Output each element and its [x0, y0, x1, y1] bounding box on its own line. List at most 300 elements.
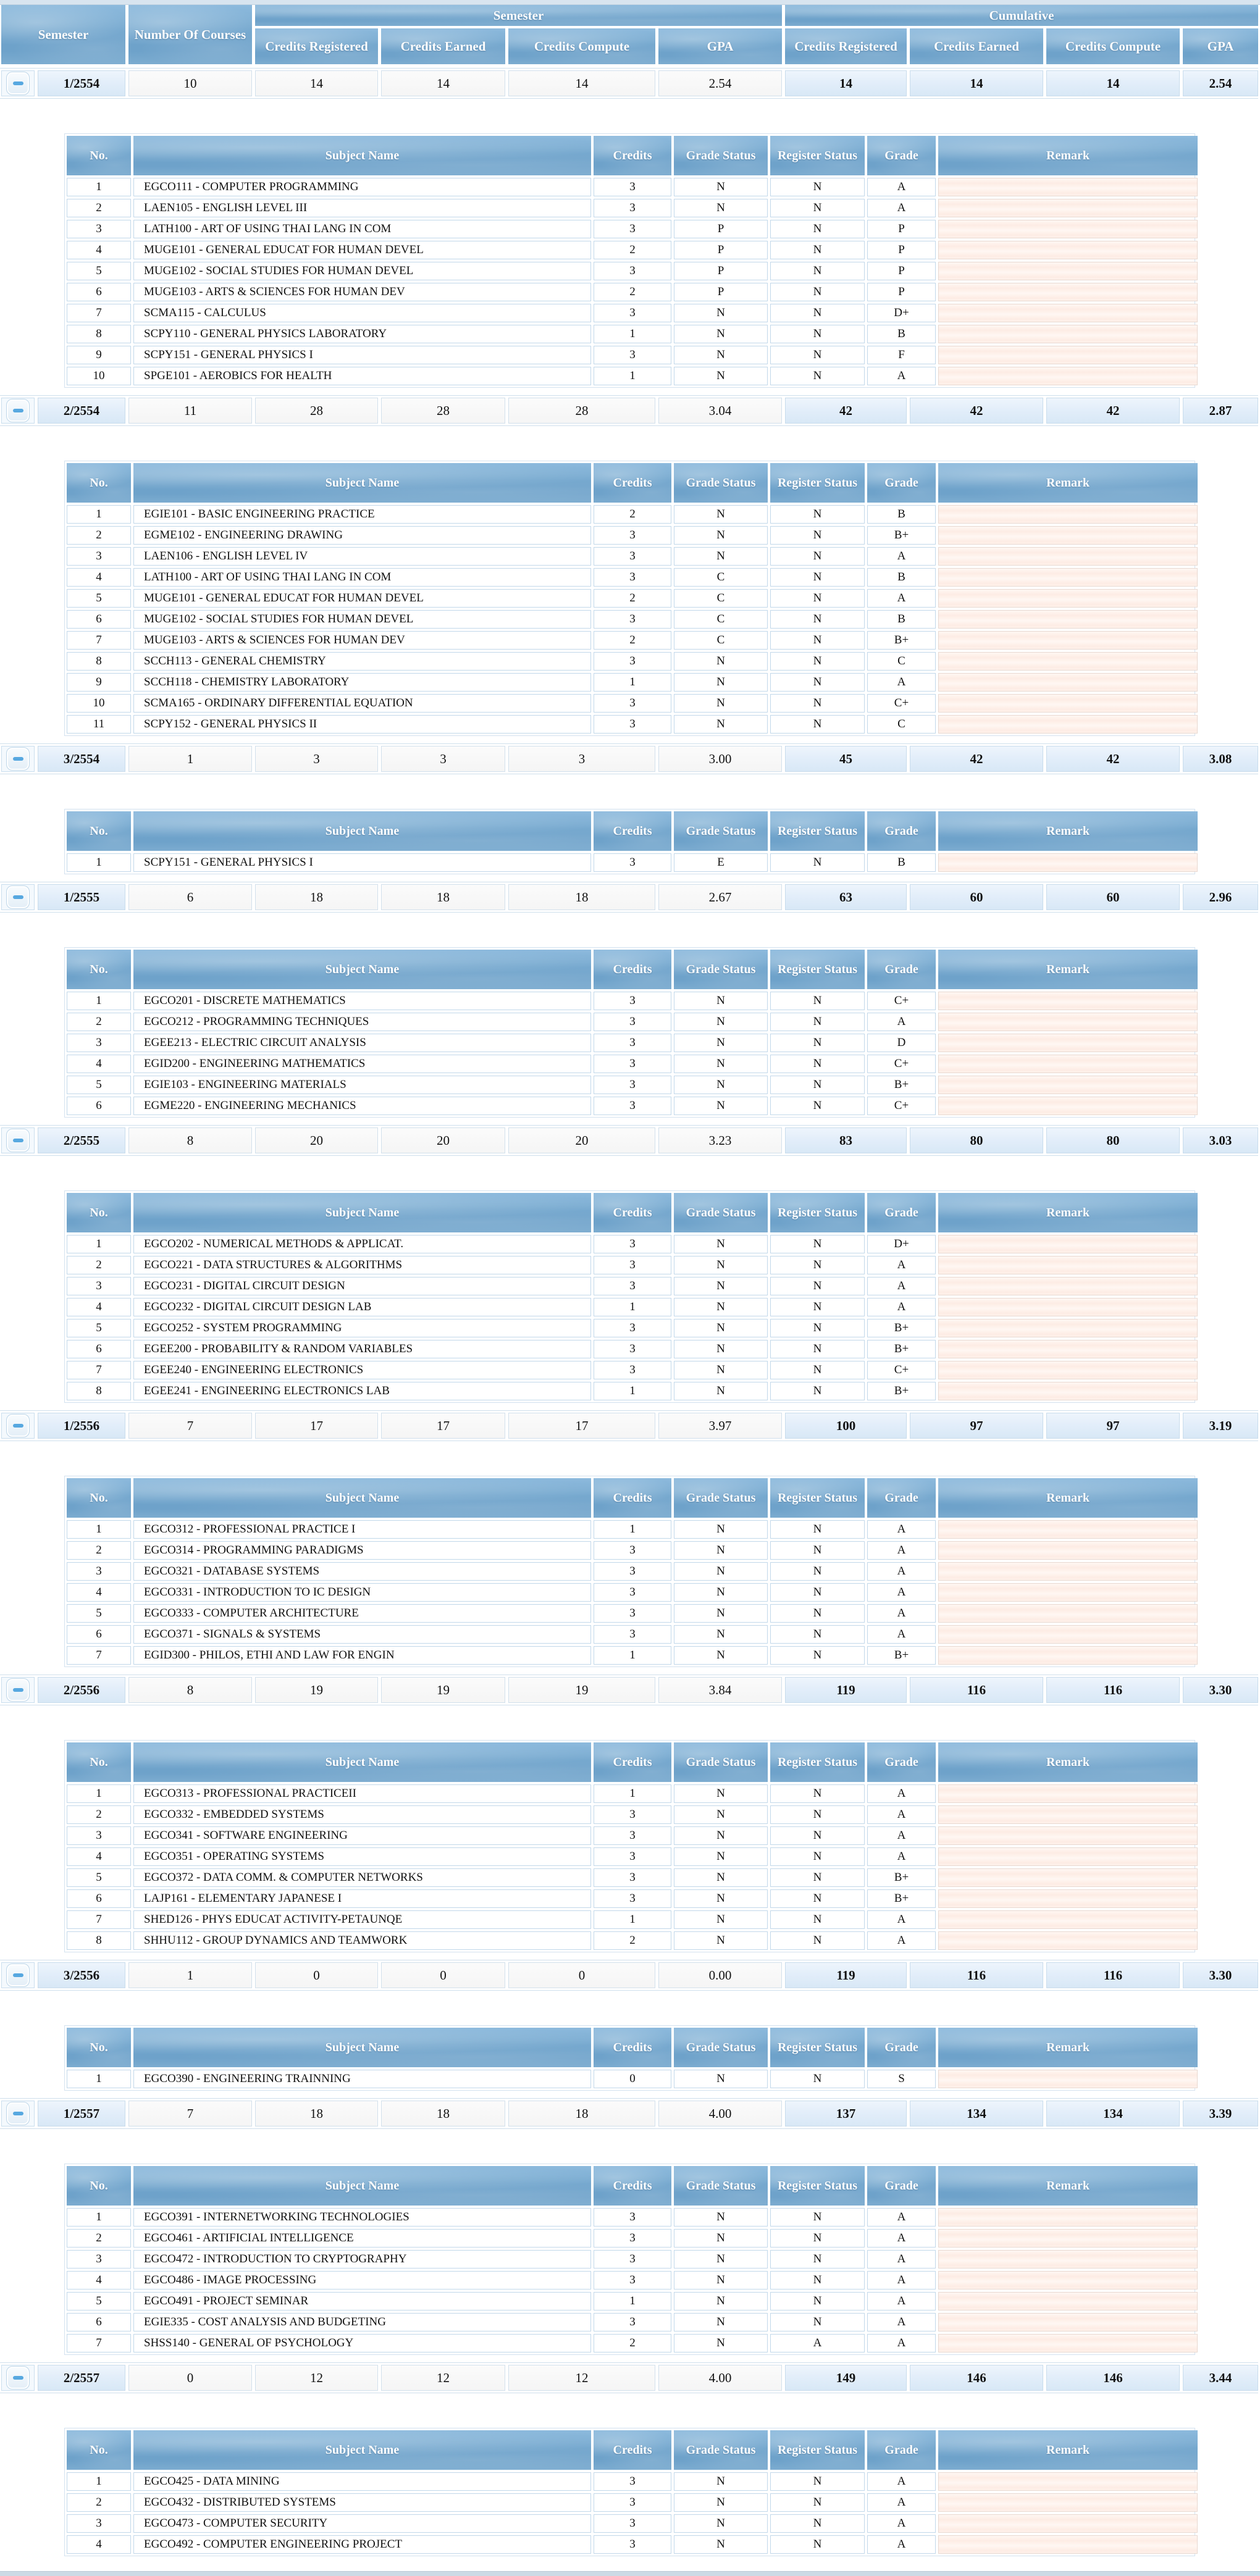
subject-credits: 3 [594, 1847, 671, 1866]
subject-name: EGCO231 - DIGITAL CIRCUIT DESIGN [133, 1277, 591, 1295]
subject-grade-status: N [674, 2208, 768, 2227]
number-of-courses-value: 8 [128, 1677, 252, 1703]
subject-credits: 0 [594, 2070, 671, 2088]
subject-register-status: N [770, 2070, 865, 2088]
subjects-table [64, 2025, 1195, 2091]
subject-name: EGCO221 - DATA STRUCTURES & ALGORITHMS [133, 1256, 591, 1274]
subject-grade-status: N [674, 325, 768, 343]
col-header-credits: Credits [594, 136, 671, 175]
subject-grade-status: N [674, 1034, 768, 1052]
subject-grade: B+ [867, 1646, 936, 1665]
subject-no: 3 [67, 220, 131, 238]
subject-remark [938, 2208, 1198, 2227]
cum-credits-earned-value: 14 [910, 70, 1043, 96]
number-of-courses-value: 7 [128, 2101, 252, 2126]
subject-grade: A [867, 1931, 936, 1950]
subject-name: SHSS140 - GENERAL OF PSYCHOLOGY [133, 2334, 591, 2352]
subject-remark [938, 1910, 1198, 1929]
subject-grade: B+ [867, 631, 936, 650]
subject-register-status: N [770, 2271, 865, 2290]
subject-grade-status: N [674, 2334, 768, 2352]
col-header-subject-name: Subject Name [133, 1193, 591, 1232]
subject-name: EGIE101 - BASIC ENGINEERING PRACTICE [133, 505, 591, 524]
subject-remark [938, 2472, 1198, 2491]
collapse-semester-button[interactable] [6, 1678, 30, 1702]
subject-remark [938, 1520, 1198, 1539]
semester-block [0, 743, 1260, 874]
sem-credits-registered-value: 12 [255, 2365, 378, 2391]
subject-register-status: N [770, 1520, 865, 1539]
subject-no: 5 [67, 1076, 131, 1094]
cum-credits-compute-value: 116 [1046, 1677, 1180, 1703]
subject-credits: 3 [594, 2535, 671, 2554]
col-header-register-status: Register Status [770, 463, 865, 503]
subject-remark [938, 568, 1198, 587]
subject-register-status: A [770, 2334, 865, 2352]
sem-credits-earned-value: 14 [381, 70, 505, 96]
subject-credits: 3 [594, 547, 671, 566]
subject-grade: A [867, 1256, 936, 1274]
semester-summary-row [0, 1125, 1258, 1156]
col-header-register-status: Register Status [770, 1742, 865, 1782]
sem-gpa-value: 4.00 [658, 2365, 782, 2391]
subject-register-status: N [770, 2535, 865, 2554]
subject-register-status: N [770, 2514, 865, 2533]
subject-grade-status: N [674, 1604, 768, 1623]
subject-register-status: N [770, 992, 865, 1010]
subject-grade: A [867, 1604, 936, 1623]
semester-value: 1/2554 [38, 70, 125, 96]
subject-no: 4 [67, 1298, 131, 1316]
subject-grade: A [867, 1541, 936, 1560]
subject-grade: C+ [867, 992, 936, 1010]
subject-register-status: N [770, 568, 865, 587]
collapse-semester-button[interactable] [6, 72, 30, 95]
subject-credits: 2 [594, 631, 671, 650]
subject-no: 4 [67, 1583, 131, 1602]
subject-name: LATH100 - ART OF USING THAI LANG IN COM [133, 220, 591, 238]
semester-block [0, 2098, 1260, 2355]
subject-no: 11 [67, 715, 131, 734]
col-header-grade-status: Grade Status [674, 1193, 768, 1232]
subject-name: EGIE103 - ENGINEERING MATERIALS [133, 1076, 591, 1094]
subject-grade-status: N [674, 2493, 768, 2512]
subject-grade: B+ [867, 1319, 936, 1337]
subject-name: EGEE200 - PROBABILITY & RANDOM VARIABLES [133, 1340, 591, 1358]
subject-grade-status: C [674, 568, 768, 587]
collapse-cell [1, 2101, 35, 2126]
subject-no: 2 [67, 1013, 131, 1031]
subject-grade: A [867, 1625, 936, 1644]
col-header-remark: Remark [938, 1193, 1198, 1232]
subject-grade: D+ [867, 304, 936, 322]
semester-value: 2/2555 [38, 1127, 125, 1153]
cum-credits-earned-value: 60 [910, 884, 1043, 910]
subject-grade: B+ [867, 1076, 936, 1094]
subject-remark [938, 2070, 1198, 2088]
col-header-remark: Remark [938, 463, 1198, 503]
subject-register-status: N [770, 1562, 865, 1581]
sem-credits-compute-value: 14 [508, 70, 655, 96]
cum-credits-earned-value: 80 [910, 1127, 1043, 1153]
subject-grade-status: N [674, 1277, 768, 1295]
collapse-semester-button[interactable] [6, 1963, 30, 1987]
subject-no: 3 [67, 547, 131, 566]
subject-remark [938, 2514, 1198, 2533]
subject-credits: 3 [594, 715, 671, 734]
col-header-grade-status: Grade Status [674, 2430, 768, 2470]
subject-register-status: N [770, 1076, 865, 1094]
minus-icon [13, 2376, 23, 2380]
subject-remark [938, 1583, 1198, 1602]
subject-grade-status: N [674, 1583, 768, 1602]
subject-no: 4 [67, 2271, 131, 2290]
subject-register-status: N [770, 1826, 865, 1845]
col-header-grade-status: Grade Status [674, 1478, 768, 1518]
subject-credits: 3 [594, 2271, 671, 2290]
subject-no: 2 [67, 199, 131, 217]
collapse-semester-button[interactable] [6, 399, 30, 422]
cum-gpa-value: 3.30 [1183, 1962, 1258, 1988]
cum-credits-compute-value: 14 [1046, 70, 1180, 96]
col-header-no: No. [67, 1193, 131, 1232]
subject-no: 2 [67, 1541, 131, 1560]
subject-grade-status: N [674, 2514, 768, 2533]
subject-no: 4 [67, 568, 131, 587]
header-number-of-courses: Number Of Courses [128, 5, 252, 64]
minus-icon [13, 757, 23, 761]
subject-name: EGCO461 - ARTIFICIAL INTELLIGENCE [133, 2229, 591, 2248]
subject-remark [938, 694, 1198, 713]
collapse-semester-button[interactable] [6, 885, 30, 909]
subject-name: EGCO351 - OPERATING SYSTEMS [133, 1847, 591, 1866]
subject-grade-status: C [674, 610, 768, 629]
cum-credits-compute-value: 116 [1046, 1962, 1180, 1988]
col-header-credits: Credits [594, 2028, 671, 2067]
col-header-grade-status: Grade Status [674, 2166, 768, 2206]
cum-gpa-value: 2.87 [1183, 398, 1258, 424]
cum-credits-compute-value: 97 [1046, 1413, 1180, 1439]
subject-grade-status: N [674, 2292, 768, 2310]
subject-grade: B+ [867, 1340, 936, 1358]
subject-name: SCCH113 - GENERAL CHEMISTRY [133, 652, 591, 671]
cum-credits-earned-value: 42 [910, 746, 1043, 772]
number-of-courses-value: 11 [128, 398, 252, 424]
cum-gpa-value: 2.54 [1183, 70, 1258, 96]
subject-credits: 3 [594, 2208, 671, 2227]
sem-credits-earned-value: 28 [381, 398, 505, 424]
subject-register-status: N [770, 1298, 865, 1316]
subject-register-status: N [770, 241, 865, 259]
sem-gpa-value: 3.04 [658, 398, 782, 424]
subject-credits: 3 [594, 199, 671, 217]
col-header-credits: Credits [594, 1193, 671, 1232]
subject-name: SPGE101 - AEROBICS FOR HEALTH [133, 367, 591, 385]
subject-grade-status: N [674, 547, 768, 566]
col-header-credits: Credits [594, 2166, 671, 2206]
subject-credits: 3 [594, 992, 671, 1010]
subject-register-status: N [770, 547, 865, 566]
subject-remark [938, 1034, 1198, 1052]
subject-credits: 1 [594, 1298, 671, 1316]
subject-no: 2 [67, 1805, 131, 1824]
subject-grade-status: N [674, 1256, 768, 1274]
cum-credits-compute-value: 146 [1046, 2365, 1180, 2391]
subject-grade: A [867, 2250, 936, 2269]
subject-grade-status: N [674, 1784, 768, 1803]
collapse-cell [1, 884, 35, 910]
subject-register-status: N [770, 1805, 865, 1824]
col-header-subject-name: Subject Name [133, 811, 591, 851]
subject-no: 4 [67, 241, 131, 259]
collapse-semester-button[interactable] [6, 2366, 30, 2390]
sem-credits-compute-value: 0 [508, 1962, 655, 1988]
subject-grade-status: N [674, 694, 768, 713]
subjects-table [64, 1740, 1195, 1952]
subject-remark [938, 1298, 1198, 1316]
cum-gpa-value: 3.19 [1183, 1413, 1258, 1439]
cum-credits-earned-value: 146 [910, 2365, 1043, 2391]
subject-name: EGCO232 - DIGITAL CIRCUIT DESIGN LAB [133, 1298, 591, 1316]
subject-credits: 1 [594, 673, 671, 692]
subject-credits: 3 [594, 568, 671, 587]
subject-remark [938, 1625, 1198, 1644]
col-header-remark: Remark [938, 2166, 1198, 2206]
subject-grade-status: C [674, 589, 768, 608]
subject-name: SCPY151 - GENERAL PHYSICS I [133, 346, 591, 364]
subject-grade-status: P [674, 262, 768, 280]
semester-block [0, 395, 1260, 736]
subject-grade: A [867, 1847, 936, 1866]
collapse-cell [1, 70, 35, 96]
subject-grade-status: N [674, 1013, 768, 1031]
subject-remark [938, 547, 1198, 566]
cum-credits-registered-value: 100 [785, 1413, 907, 1439]
subject-name: LAEN106 - ENGLISH LEVEL IV [133, 547, 591, 566]
subject-name: EGCO332 - EMBEDDED SYSTEMS [133, 1805, 591, 1824]
subject-register-status: N [770, 1361, 865, 1379]
subject-remark [938, 1931, 1198, 1950]
header-sem-credits-compute: Credits Compute [508, 28, 655, 64]
sem-credits-registered-value: 14 [255, 70, 378, 96]
top-scroll-track [0, 0, 1260, 5]
subject-register-status: N [770, 1931, 865, 1950]
subject-name: MUGE102 - SOCIAL STUDIES FOR HUMAN DEVEL [133, 610, 591, 629]
cum-credits-registered-value: 83 [785, 1127, 907, 1153]
subject-credits: 2 [594, 1931, 671, 1950]
subjects-table [64, 809, 1195, 874]
col-header-grade: Grade [867, 2430, 936, 2470]
subject-remark [938, 1055, 1198, 1073]
subject-grade-status: N [674, 2229, 768, 2248]
subject-register-status: N [770, 505, 865, 524]
collapse-cell [1, 1962, 35, 1988]
col-header-remark: Remark [938, 2430, 1198, 2470]
subject-name: SCMA115 - CALCULUS [133, 304, 591, 322]
subject-grade: A [867, 2493, 936, 2512]
subject-credits: 1 [594, 1646, 671, 1665]
subject-no: 6 [67, 610, 131, 629]
sem-credits-registered-value: 18 [255, 884, 378, 910]
cum-credits-compute-value: 42 [1046, 746, 1180, 772]
sem-credits-registered-value: 17 [255, 1413, 378, 1439]
semester-summary-row [0, 2098, 1258, 2129]
subject-grade: F [867, 346, 936, 364]
subject-grade: A [867, 1277, 936, 1295]
collapse-semester-button[interactable] [6, 1414, 30, 1437]
subject-grade: A [867, 1826, 936, 1845]
subject-remark [938, 1256, 1198, 1274]
subject-grade: A [867, 2271, 936, 2290]
subject-remark [938, 610, 1198, 629]
subject-grade-status: N [674, 1097, 768, 1115]
subject-name: EGID300 - PHILOS, ETHI AND LAW FOR ENGIN [133, 1646, 591, 1665]
subject-no: 7 [67, 1910, 131, 1929]
sem-credits-compute-value: 19 [508, 1677, 655, 1703]
subject-remark [938, 2313, 1198, 2331]
sem-gpa-value: 3.00 [658, 746, 782, 772]
subject-remark [938, 526, 1198, 545]
subject-grade-status: C [674, 631, 768, 650]
col-header-no: No. [67, 2028, 131, 2067]
semester-block [0, 68, 1260, 388]
subject-no: 1 [67, 2472, 131, 2491]
subject-no: 9 [67, 673, 131, 692]
subject-name: EGCO212 - PROGRAMMING TECHNIQUES [133, 1013, 591, 1031]
subject-name: SCPY110 - GENERAL PHYSICS LABORATORY [133, 325, 591, 343]
subject-no: 3 [67, 1562, 131, 1581]
subject-credits: 3 [594, 1256, 671, 1274]
subject-grade: A [867, 589, 936, 608]
semester-value: 2/2556 [38, 1677, 125, 1703]
semester-summary-row [0, 1960, 1258, 1991]
cum-credits-compute-value: 42 [1046, 398, 1180, 424]
cum-credits-registered-value: 63 [785, 884, 907, 910]
subject-grade-status: N [674, 1931, 768, 1950]
col-header-remark: Remark [938, 1742, 1198, 1782]
col-header-subject-name: Subject Name [133, 136, 591, 175]
sem-credits-earned-value: 18 [381, 884, 505, 910]
subject-remark [938, 1784, 1198, 1803]
semester-block [0, 1125, 1260, 1403]
subject-credits: 3 [594, 1805, 671, 1824]
subject-name: EGCO473 - COMPUTER SECURITY [133, 2514, 591, 2533]
subject-grade: S [867, 2070, 936, 2088]
horizontal-scrollbar[interactable] [0, 2571, 1260, 2576]
col-header-grade: Grade [867, 950, 936, 989]
subject-name: LAEN105 - ENGLISH LEVEL III [133, 199, 591, 217]
subject-name: SCPY152 - GENERAL PHYSICS II [133, 715, 591, 734]
subject-register-status: N [770, 1868, 865, 1887]
subject-grade-status: N [674, 2250, 768, 2269]
subject-no: 2 [67, 526, 131, 545]
subject-grade: A [867, 1013, 936, 1031]
semester-block [0, 1675, 1260, 1952]
collapse-cell [1, 1127, 35, 1153]
subject-grade-status: N [674, 992, 768, 1010]
subject-register-status: N [770, 1055, 865, 1073]
subject-grade-status: N [674, 715, 768, 734]
collapse-semester-button[interactable] [6, 1129, 30, 1152]
subject-register-status: N [770, 1889, 865, 1908]
subject-grade: P [867, 283, 936, 301]
subject-register-status: N [770, 199, 865, 217]
subject-remark [938, 1889, 1198, 1908]
subjects-table [64, 2164, 1195, 2355]
subject-register-status: N [770, 1910, 865, 1929]
subject-remark [938, 1562, 1198, 1581]
subject-no: 3 [67, 2514, 131, 2533]
subject-credits: 3 [594, 2313, 671, 2331]
subject-grade-status: N [674, 2472, 768, 2491]
subject-grade: P [867, 220, 936, 238]
subject-remark [938, 178, 1198, 196]
sem-credits-compute-value: 3 [508, 746, 655, 772]
subject-no: 1 [67, 1520, 131, 1539]
subject-no: 6 [67, 1340, 131, 1358]
subject-register-status: N [770, 283, 865, 301]
semester-summary-row [0, 395, 1258, 426]
subject-register-status: N [770, 367, 865, 385]
collapse-semester-button[interactable] [6, 2102, 30, 2125]
subject-grade: B+ [867, 1868, 936, 1887]
sem-gpa-value: 0.00 [658, 1962, 782, 1988]
cum-gpa-value: 2.96 [1183, 884, 1258, 910]
subject-grade: A [867, 1562, 936, 1581]
subject-name: MUGE103 - ARTS & SCIENCES FOR HUMAN DEV [133, 631, 591, 650]
subject-grade-status: N [674, 178, 768, 196]
subject-remark [938, 2250, 1198, 2269]
cum-credits-earned-value: 134 [910, 2101, 1043, 2126]
subject-credits: 3 [594, 1319, 671, 1337]
subject-name: EGCO425 - DATA MINING [133, 2472, 591, 2491]
subject-remark [938, 589, 1198, 608]
subject-grade-status: N [674, 2271, 768, 2290]
cum-credits-earned-value: 116 [910, 1962, 1043, 1988]
subject-remark [938, 1340, 1198, 1358]
subject-remark [938, 1013, 1198, 1031]
subject-name: EGCO201 - DISCRETE MATHEMATICS [133, 992, 591, 1010]
subject-credits: 3 [594, 610, 671, 629]
subject-no: 1 [67, 2208, 131, 2227]
subject-no: 1 [67, 2070, 131, 2088]
subject-grade-status: N [674, 1826, 768, 1845]
subject-remark [938, 325, 1198, 343]
subject-remark [938, 1277, 1198, 1295]
subject-remark [938, 1235, 1198, 1253]
subject-credits: 3 [594, 220, 671, 238]
cum-credits-registered-value: 149 [785, 2365, 907, 2391]
minus-icon [13, 1424, 23, 1428]
cum-gpa-value: 3.03 [1183, 1127, 1258, 1153]
subject-no: 5 [67, 1868, 131, 1887]
subject-remark [938, 853, 1198, 872]
subject-name: EGCO472 - INTRODUCTION TO CRYPTOGRAPHY [133, 2250, 591, 2269]
sem-credits-registered-value: 20 [255, 1127, 378, 1153]
subject-no: 3 [67, 1277, 131, 1295]
subject-remark [938, 199, 1198, 217]
subject-grade: A [867, 1520, 936, 1539]
subject-register-status: N [770, 715, 865, 734]
subject-no: 10 [67, 694, 131, 713]
collapse-semester-button[interactable] [6, 747, 30, 771]
subject-no: 7 [67, 1361, 131, 1379]
subject-remark [938, 1847, 1198, 1866]
subject-credits: 3 [594, 2514, 671, 2533]
cum-credits-registered-value: 42 [785, 398, 907, 424]
semester-summary-row [0, 2362, 1258, 2393]
subject-grade: A [867, 673, 936, 692]
